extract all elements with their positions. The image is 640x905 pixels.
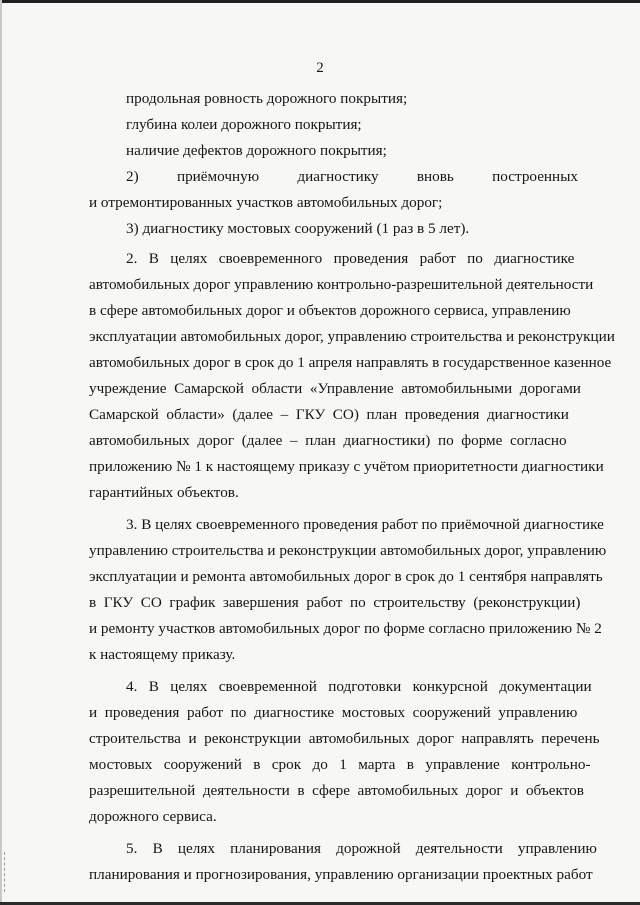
paragraph-line: 2. В целях своевременного проведения работ по диагностике <box>126 250 575 267</box>
paragraph-line: мостовых сооружений в срок до 1 марта в управление контрольно- <box>89 756 591 773</box>
page-number: 2 <box>316 60 324 76</box>
list-item: наличие дефектов дорожного покрытия; <box>126 142 387 159</box>
paragraph-line: в ГКУ СО график завершения работ по строительству (реконструкции) <box>89 594 581 611</box>
scan-top-edge <box>0 0 640 3</box>
paragraph-line: планирования и прогнозирования, управлению организации проектных работ <box>89 866 593 883</box>
paragraph-line: дорожного сервиса. <box>89 808 217 825</box>
paragraph-line: 4. В целях своевременной подготовки конкурсной документации <box>126 678 592 695</box>
paragraph-line: учреждение Самарской области «Управление автомобильными дорогами <box>89 380 581 397</box>
item-2-first-line <box>89 164 584 190</box>
document-body <box>89 86 615 890</box>
list-item: продольная ровность дорожного покрытия; <box>126 90 408 107</box>
paragraph-line: Самарской области» (далее – ГКУ СО) план проведения диагностики <box>89 406 569 423</box>
paragraph-line: эксплуатации и ремонта автомобильных дорог в срок до 1 сентября направлять <box>89 568 603 585</box>
paragraph-line: приложению № 1 к настоящему приказу с учётом приоритетности диагностики <box>89 458 604 475</box>
paragraph-line: автомобильных дорог управлению контрольно-разрешительной деятельности <box>89 276 594 293</box>
item-2-second-line: и отремонтированных участков автомобильных дорог; <box>89 194 443 211</box>
paragraph-5 <box>89 836 597 888</box>
list-item: глубина колеи дорожного покрытия; <box>126 116 362 133</box>
item-2-word: приёмочную <box>176 168 260 185</box>
paragraph-4 <box>89 674 600 830</box>
paragraph-line: строительства и реконструкции автомобильных дорог направлять перечень <box>89 730 600 747</box>
scan-left-edge <box>0 0 2 905</box>
paragraph-line: в сфере автомобильных дорог и объектов дорожного сервиса, управлению <box>89 302 571 319</box>
item-2-word: построенных <box>492 168 578 185</box>
paragraph-line: разрешительной деятельности в сфере автомобильных дорог и объектов <box>89 782 584 799</box>
item-2-word: 2) <box>126 168 139 185</box>
scan-artifact <box>4 852 7 892</box>
item-2-word: диагностику <box>297 168 379 185</box>
paragraph-line: управлению строительства и реконструкции автомобильных дорог, управлению <box>89 542 607 559</box>
paragraph-line: и ремонту участков автомобильных дорог по форме согласно приложению № 2 <box>89 620 602 637</box>
paragraph-3 <box>89 512 607 668</box>
paragraph-line: 5. В целях планирования дорожной деятельности управлению <box>126 840 597 857</box>
paragraph-line: автомобильных дорог в срок до 1 апреля направлять в государственное казенное <box>89 354 612 371</box>
paragraph-2 <box>89 246 615 506</box>
item-2-word: вновь <box>416 168 454 185</box>
paragraph-line: 3. В целях своевременного проведения работ по приёмочной диагностике <box>126 516 604 533</box>
paragraph-line: гарантийных объектов. <box>89 484 239 501</box>
paragraph-line: эксплуатации автомобильных дорог, управлению строительства и реконструкции <box>89 328 615 345</box>
paragraph-line: и проведения работ по диагностике мостовых сооружений управлению <box>89 704 578 721</box>
item-3: 3) диагностику мостовых сооружений (1 раз в 5 лет). <box>126 220 470 237</box>
paragraph-line: к настоящему приказу. <box>89 646 236 663</box>
paragraph-line: автомобильных дорог (далее – план диагностики) по форме согласно <box>89 432 567 449</box>
